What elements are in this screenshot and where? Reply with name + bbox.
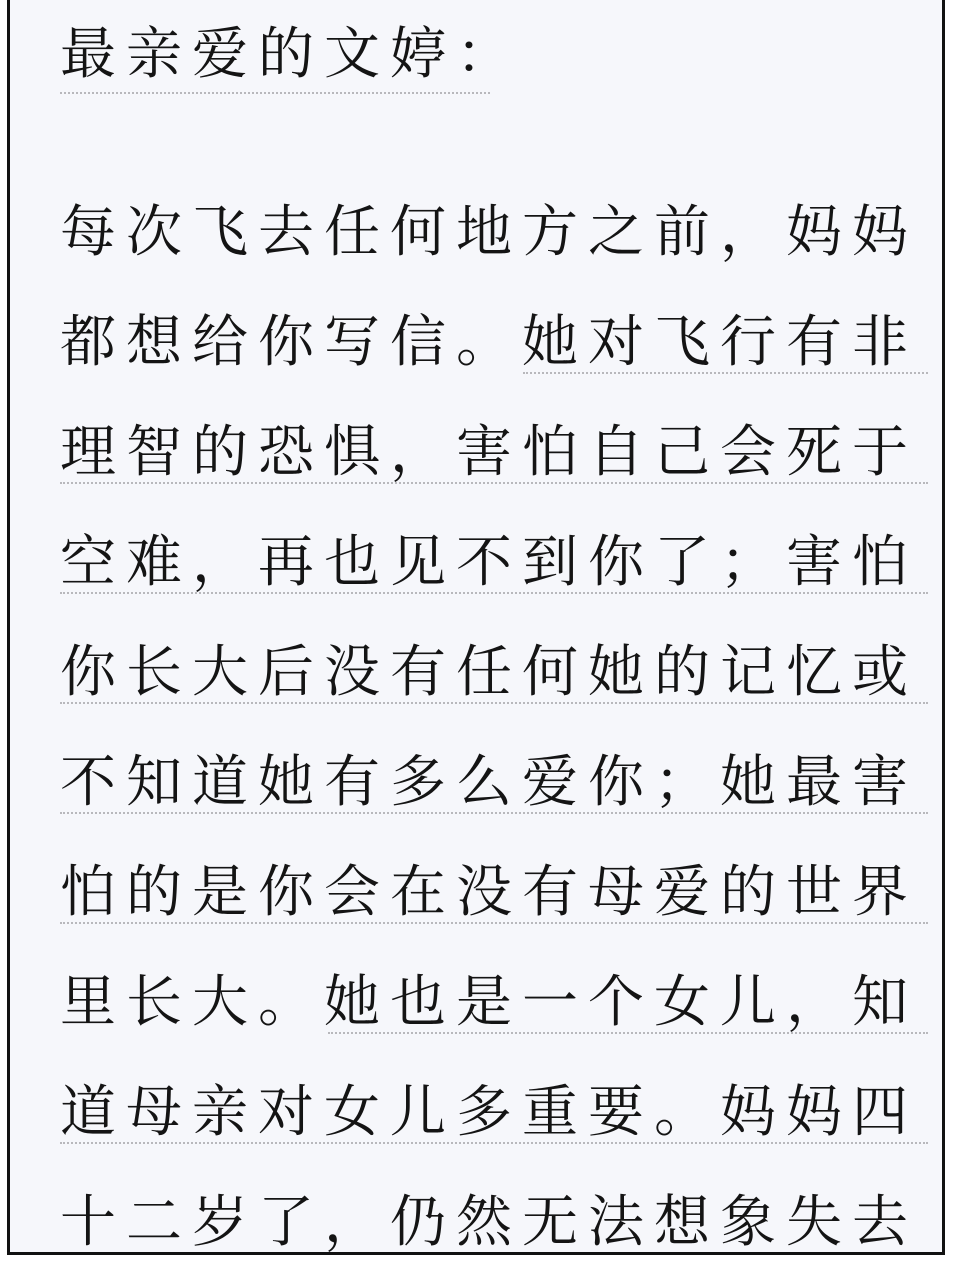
letter-line-4: 空难，再也见不到你了；害怕 bbox=[60, 530, 918, 595]
line-7-underline bbox=[60, 922, 928, 924]
salutation-underline bbox=[60, 92, 490, 94]
line-8-underline bbox=[328, 1032, 928, 1034]
letter-line-6: 不知道她有多么爱你；她最害 bbox=[60, 750, 918, 815]
letter-line-2: 都想给你写信。她对飞行有非 bbox=[60, 310, 918, 375]
letter-line-7: 怕的是你会在没有母爱的世界 bbox=[60, 860, 918, 925]
line-6-underline bbox=[60, 812, 928, 814]
line-2-underline bbox=[523, 372, 928, 374]
line-9-underline bbox=[60, 1142, 928, 1144]
letter-line-9: 道母亲对女儿多重要。妈妈四 bbox=[60, 1080, 918, 1145]
letter-line-3: 理智的恐惧，害怕自己会死于 bbox=[60, 420, 918, 485]
letter-salutation: 最亲爱的文婷： bbox=[60, 22, 522, 87]
line-3-underline bbox=[60, 482, 928, 484]
letter-line-5: 你长大后没有任何她的记忆或 bbox=[60, 640, 918, 705]
letter-line-10: 十二岁了，仍然无法想象失去 bbox=[60, 1190, 918, 1255]
letter-page bbox=[7, 0, 945, 1255]
letter-line-8: 里长大。她也是一个女儿，知 bbox=[60, 970, 918, 1035]
line-5-underline bbox=[60, 702, 928, 704]
letter-line-1: 每次飞去任何地方之前，妈妈 bbox=[60, 200, 918, 265]
line-4-underline bbox=[60, 592, 928, 594]
